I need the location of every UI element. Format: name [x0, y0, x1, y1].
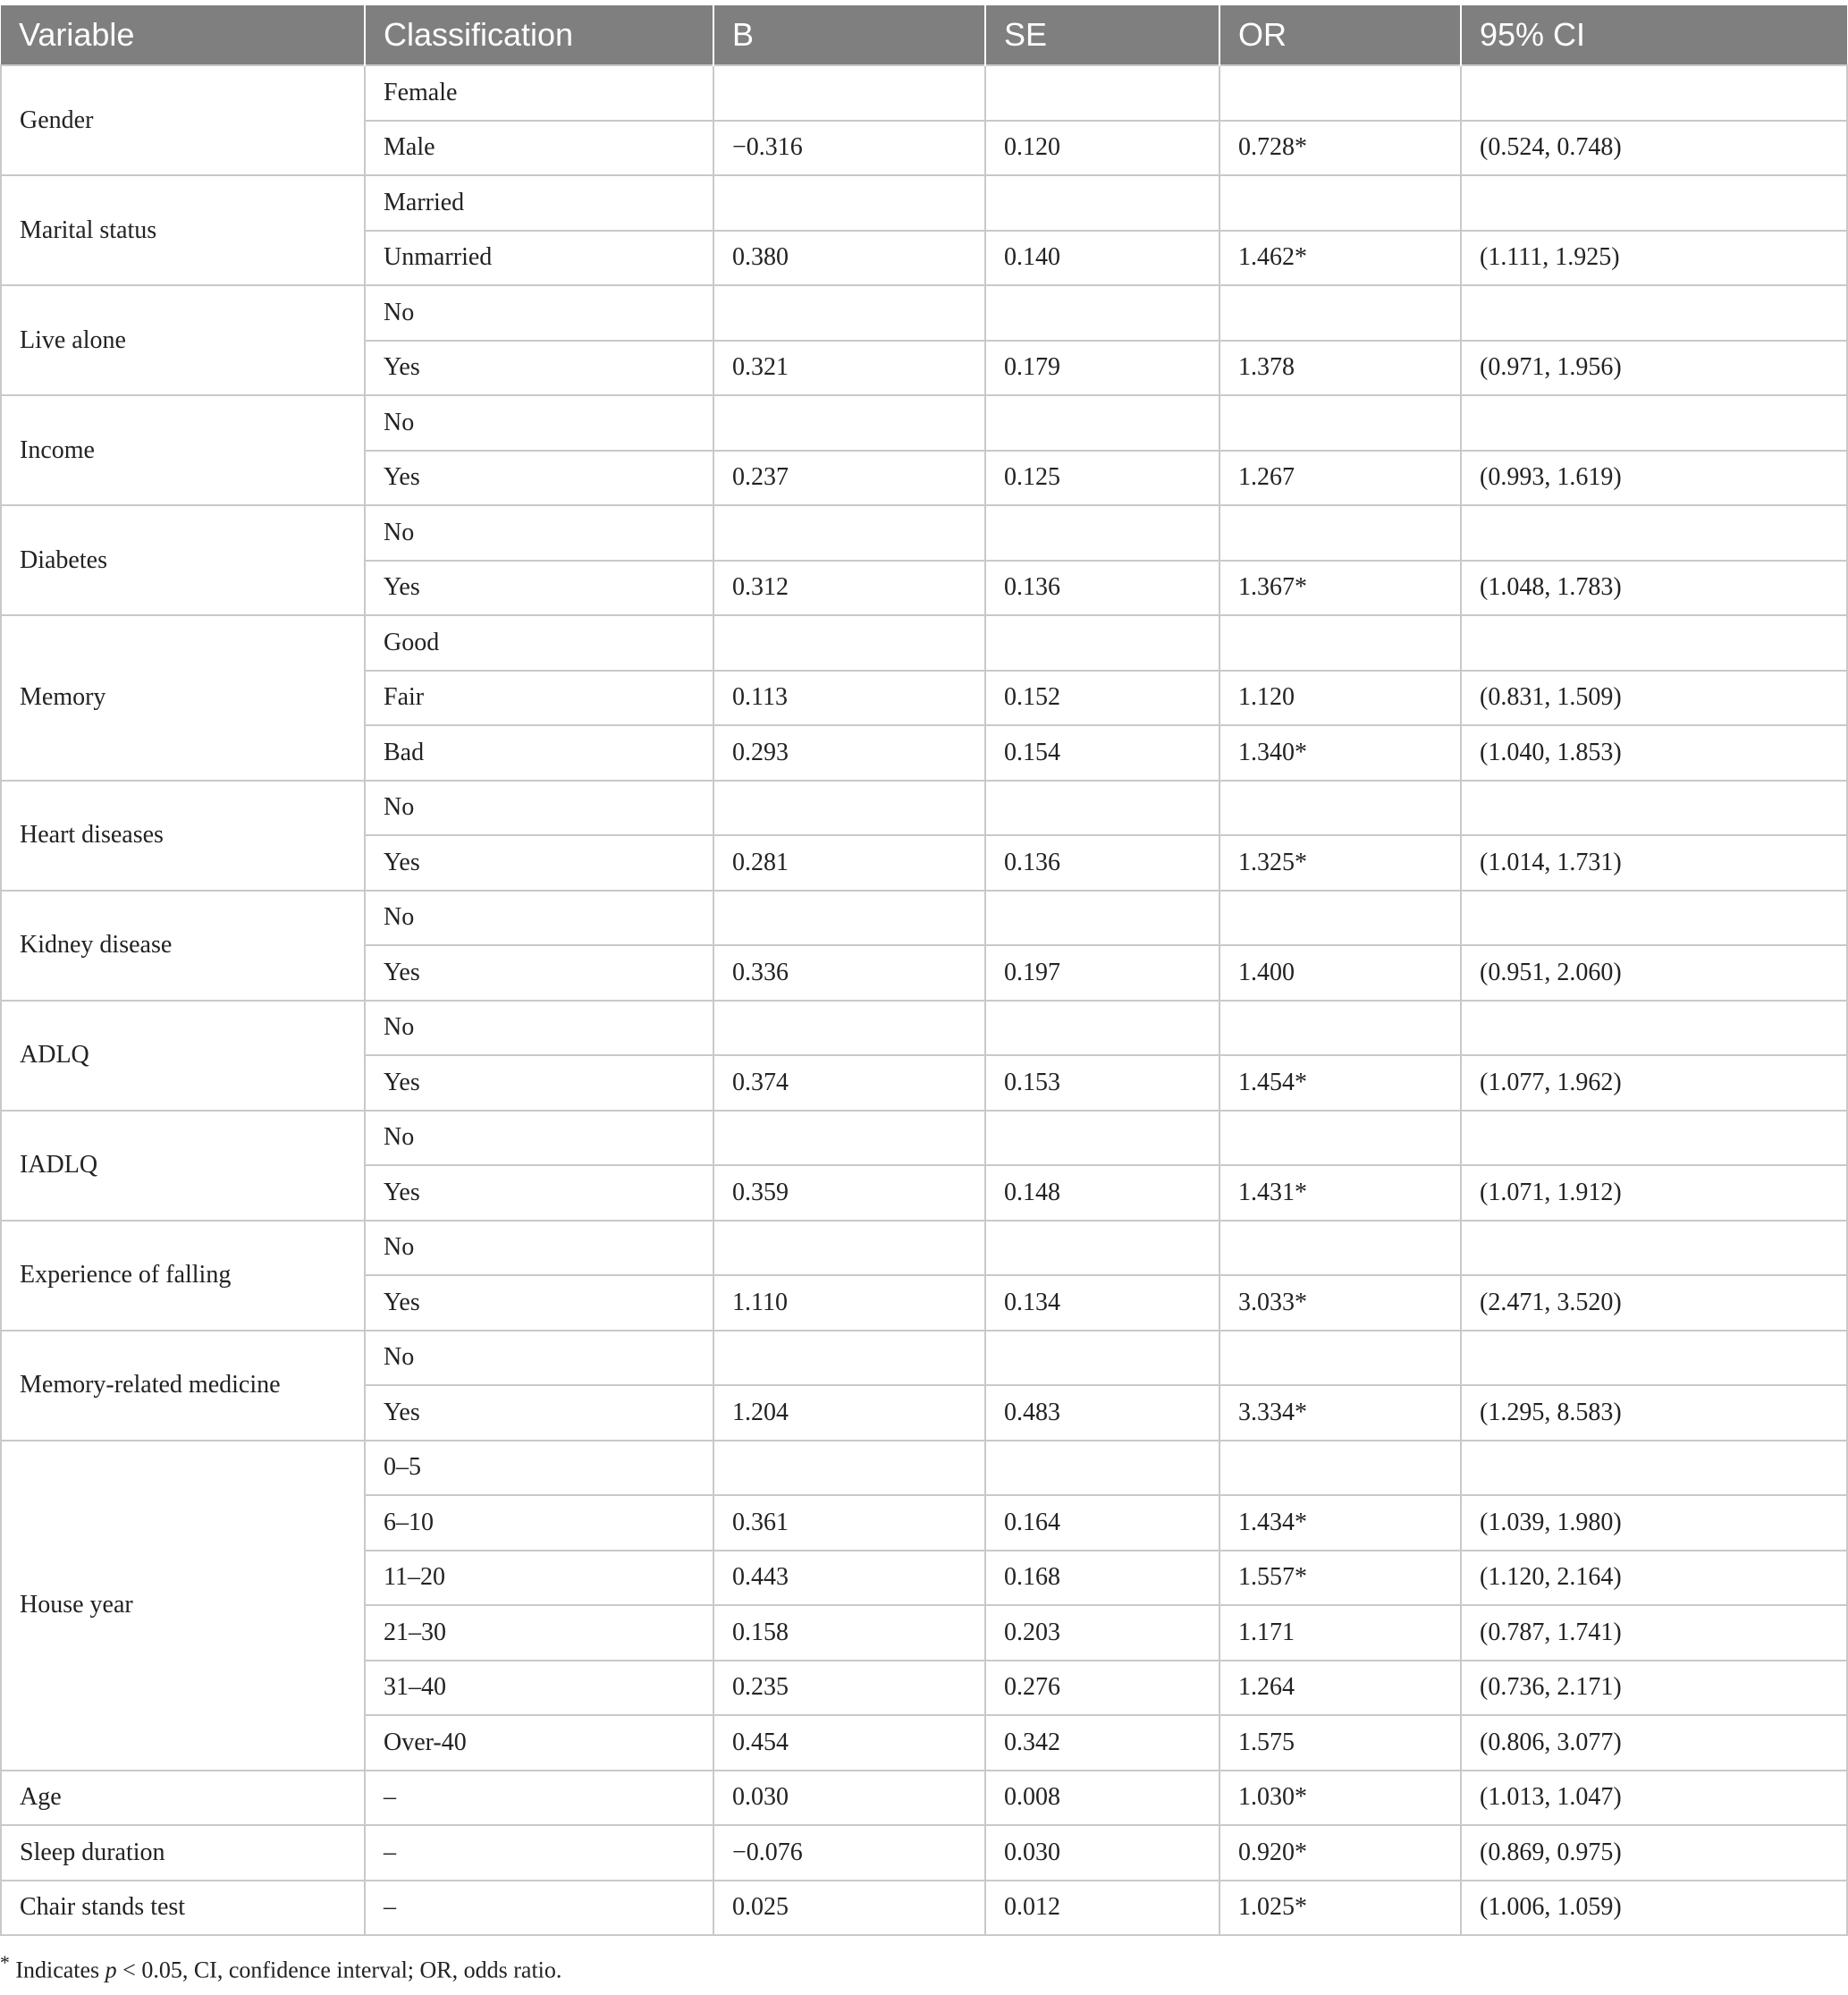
cell-b: 1.110 [713, 1275, 985, 1331]
cell-ci: (1.014, 1.731) [1461, 835, 1847, 891]
cell-or [1219, 1441, 1461, 1496]
cell-or [1219, 395, 1461, 451]
cell-se: 0.164 [985, 1495, 1219, 1551]
cell-ci [1461, 1441, 1847, 1496]
cell-ci [1461, 891, 1847, 946]
cell-b [713, 1331, 985, 1386]
table-row [1, 175, 1847, 231]
cell-b: 0.293 [713, 725, 985, 781]
cell-ci: (1.048, 1.783) [1461, 561, 1847, 616]
cell-b [713, 1111, 985, 1166]
table-row [1, 65, 1847, 121]
table-body [1, 65, 1847, 1935]
header-row [1, 5, 1847, 65]
cell-classification: No [365, 1111, 713, 1166]
cell-classification: Yes [365, 451, 713, 506]
cell-se: 0.134 [985, 1275, 1219, 1331]
footnote-text-before: Indicates [9, 1957, 105, 1983]
cell-variable: Memory-related medicine [1, 1331, 365, 1441]
cell-or [1219, 175, 1461, 231]
cell-ci [1461, 395, 1847, 451]
cell-se: 0.276 [985, 1661, 1219, 1716]
cell-b: 0.281 [713, 835, 985, 891]
table-row [1, 395, 1847, 451]
cell-ci: (0.869, 0.975) [1461, 1825, 1847, 1881]
cell-or: 0.728* [1219, 121, 1461, 176]
cell-or: 1.325* [1219, 835, 1461, 891]
cell-se: 0.136 [985, 835, 1219, 891]
cell-se: 0.203 [985, 1605, 1219, 1661]
table-header [1, 5, 1847, 65]
cell-se: 0.197 [985, 945, 1219, 1001]
table-row [1, 1331, 1847, 1386]
table-row [1, 1825, 1847, 1881]
cell-se: 0.342 [985, 1715, 1219, 1771]
cell-ci [1461, 1111, 1847, 1166]
cell-ci: (1.295, 8.583) [1461, 1385, 1847, 1441]
cell-or: 1.431* [1219, 1165, 1461, 1221]
cell-variable: Memory [1, 615, 365, 781]
cell-or [1219, 1221, 1461, 1276]
table-row [1, 781, 1847, 836]
cell-ci: (0.806, 3.077) [1461, 1715, 1847, 1771]
cell-b: 1.204 [713, 1385, 985, 1441]
cell-b [713, 505, 985, 561]
cell-ci: (0.971, 1.956) [1461, 341, 1847, 396]
cell-classification: Yes [365, 1385, 713, 1441]
cell-ci: (1.077, 1.962) [1461, 1055, 1847, 1111]
cell-variable: Live alone [1, 285, 365, 395]
cell-se [985, 175, 1219, 231]
cell-se [985, 1001, 1219, 1056]
cell-ci [1461, 1221, 1847, 1276]
cell-classification: No [365, 1331, 713, 1386]
cell-b: −0.076 [713, 1825, 985, 1881]
cell-variable: Diabetes [1, 505, 365, 615]
cell-se: 0.168 [985, 1551, 1219, 1606]
cell-se [985, 615, 1219, 671]
cell-classification: 21–30 [365, 1605, 713, 1661]
cell-or [1219, 615, 1461, 671]
cell-ci: (1.111, 1.925) [1461, 231, 1847, 286]
cell-ci: (0.831, 1.509) [1461, 671, 1847, 726]
cell-or: 1.434* [1219, 1495, 1461, 1551]
cell-classification: No [365, 891, 713, 946]
cell-b: 0.030 [713, 1771, 985, 1826]
cell-b [713, 65, 985, 121]
cell-b [713, 781, 985, 836]
cell-b [713, 1221, 985, 1276]
table-row [1, 615, 1847, 671]
regression-table [0, 5, 1848, 1936]
cell-ci: (0.524, 0.748) [1461, 121, 1847, 176]
cell-se: 0.125 [985, 451, 1219, 506]
cell-classification: 6–10 [365, 1495, 713, 1551]
cell-b [713, 891, 985, 946]
regression-table-container [0, 5, 1846, 1936]
cell-or [1219, 891, 1461, 946]
cell-or: 1.025* [1219, 1881, 1461, 1936]
cell-se: 0.153 [985, 1055, 1219, 1111]
header-b: B [713, 5, 985, 65]
cell-se [985, 781, 1219, 836]
cell-se: 0.008 [985, 1771, 1219, 1826]
cell-ci: (1.120, 2.164) [1461, 1551, 1847, 1606]
cell-se [985, 891, 1219, 946]
cell-classification: 0–5 [365, 1441, 713, 1496]
cell-classification: – [365, 1825, 713, 1881]
table-row [1, 505, 1847, 561]
cell-or [1219, 505, 1461, 561]
cell-classification: Unmarried [365, 231, 713, 286]
cell-classification: No [365, 1001, 713, 1056]
cell-b [713, 175, 985, 231]
cell-or: 1.400 [1219, 945, 1461, 1001]
cell-variable: Kidney disease [1, 891, 365, 1001]
cell-or [1219, 1001, 1461, 1056]
footnote-p-symbol: p [105, 1957, 117, 1983]
cell-classification: Fair [365, 671, 713, 726]
cell-classification: No [365, 781, 713, 836]
cell-or [1219, 285, 1461, 341]
cell-classification: 11–20 [365, 1551, 713, 1606]
cell-se [985, 65, 1219, 121]
table-row [1, 891, 1847, 946]
cell-ci [1461, 505, 1847, 561]
cell-b: 0.237 [713, 451, 985, 506]
cell-variable: ADLQ [1, 1001, 365, 1111]
cell-or: 1.120 [1219, 671, 1461, 726]
cell-or [1219, 1331, 1461, 1386]
cell-ci [1461, 781, 1847, 836]
cell-se: 0.152 [985, 671, 1219, 726]
cell-ci: (0.993, 1.619) [1461, 451, 1847, 506]
cell-variable: Sleep duration [1, 1825, 365, 1881]
table-row [1, 1771, 1847, 1826]
cell-ci: (1.006, 1.059) [1461, 1881, 1847, 1936]
table-row [1, 1111, 1847, 1166]
header-or: OR [1219, 5, 1461, 65]
table-footnote [0, 1952, 561, 1984]
header-variable: Variable [1, 5, 365, 65]
cell-se [985, 1441, 1219, 1496]
cell-classification: No [365, 505, 713, 561]
cell-or: 1.378 [1219, 341, 1461, 396]
cell-classification: – [365, 1881, 713, 1936]
cell-classification: No [365, 285, 713, 341]
cell-or [1219, 781, 1461, 836]
cell-b: 0.380 [713, 231, 985, 286]
cell-classification: Yes [365, 1165, 713, 1221]
cell-classification: Yes [365, 945, 713, 1001]
cell-or: 1.557* [1219, 1551, 1461, 1606]
cell-b: 0.443 [713, 1551, 985, 1606]
cell-se: 0.120 [985, 121, 1219, 176]
cell-classification: No [365, 395, 713, 451]
cell-b [713, 615, 985, 671]
cell-se: 0.179 [985, 341, 1219, 396]
cell-se: 0.148 [985, 1165, 1219, 1221]
cell-b [713, 1001, 985, 1056]
cell-or: 1.264 [1219, 1661, 1461, 1716]
table-row [1, 1881, 1847, 1936]
cell-se [985, 1331, 1219, 1386]
cell-or: 1.367* [1219, 561, 1461, 616]
cell-classification: Female [365, 65, 713, 121]
cell-b: 0.374 [713, 1055, 985, 1111]
cell-or [1219, 65, 1461, 121]
footnote-text-after: < 0.05, CI, confidence interval; OR, odds ratio. [116, 1957, 562, 1983]
cell-ci [1461, 1331, 1847, 1386]
cell-ci [1461, 615, 1847, 671]
cell-b: 0.312 [713, 561, 985, 616]
cell-classification: Married [365, 175, 713, 231]
cell-b [713, 1441, 985, 1496]
cell-se: 0.030 [985, 1825, 1219, 1881]
cell-classification: Yes [365, 835, 713, 891]
cell-classification: Yes [365, 341, 713, 396]
cell-se: 0.483 [985, 1385, 1219, 1441]
cell-or: 3.033* [1219, 1275, 1461, 1331]
table-row [1, 1441, 1847, 1496]
cell-b: 0.113 [713, 671, 985, 726]
cell-ci [1461, 1001, 1847, 1056]
header-classification: Classification [365, 5, 713, 65]
cell-b: 0.235 [713, 1661, 985, 1716]
cell-b: 0.158 [713, 1605, 985, 1661]
cell-ci [1461, 285, 1847, 341]
cell-or: 1.454* [1219, 1055, 1461, 1111]
cell-b: 0.025 [713, 1881, 985, 1936]
cell-variable: IADLQ [1, 1111, 365, 1221]
cell-ci: (1.039, 1.980) [1461, 1495, 1847, 1551]
cell-b: 0.359 [713, 1165, 985, 1221]
table-row [1, 1001, 1847, 1056]
cell-ci: (0.787, 1.741) [1461, 1605, 1847, 1661]
cell-variable: Income [1, 395, 365, 505]
cell-variable: Gender [1, 65, 365, 175]
cell-classification: Good [365, 615, 713, 671]
cell-variable: Marital status [1, 175, 365, 285]
cell-classification: – [365, 1771, 713, 1826]
cell-or: 1.267 [1219, 451, 1461, 506]
cell-b: 0.321 [713, 341, 985, 396]
cell-ci [1461, 65, 1847, 121]
cell-b: −0.316 [713, 121, 985, 176]
cell-variable: Chair stands test [1, 1881, 365, 1936]
cell-variable: Experience of falling [1, 1221, 365, 1331]
cell-or: 1.340* [1219, 725, 1461, 781]
cell-ci: (0.736, 2.171) [1461, 1661, 1847, 1716]
cell-ci: (0.951, 2.060) [1461, 945, 1847, 1001]
table-row [1, 285, 1847, 341]
cell-se: 0.140 [985, 231, 1219, 286]
cell-se: 0.012 [985, 1881, 1219, 1936]
header-ci: 95% CI [1461, 5, 1847, 65]
cell-classification: Yes [365, 1275, 713, 1331]
cell-or: 3.334* [1219, 1385, 1461, 1441]
table-row [1, 1221, 1847, 1276]
cell-b: 0.361 [713, 1495, 985, 1551]
cell-classification: Male [365, 121, 713, 176]
cell-b [713, 395, 985, 451]
header-se: SE [985, 5, 1219, 65]
cell-or: 1.030* [1219, 1771, 1461, 1826]
cell-or: 1.171 [1219, 1605, 1461, 1661]
cell-b [713, 285, 985, 341]
cell-se [985, 395, 1219, 451]
cell-classification: Over-40 [365, 1715, 713, 1771]
cell-classification: No [365, 1221, 713, 1276]
cell-b: 0.454 [713, 1715, 985, 1771]
cell-classification: Yes [365, 1055, 713, 1111]
cell-se [985, 1221, 1219, 1276]
cell-se: 0.154 [985, 725, 1219, 781]
cell-b: 0.336 [713, 945, 985, 1001]
cell-ci [1461, 175, 1847, 231]
cell-classification: Bad [365, 725, 713, 781]
cell-ci: (1.071, 1.912) [1461, 1165, 1847, 1221]
cell-ci: (1.040, 1.853) [1461, 725, 1847, 781]
footnote-star: * [0, 1952, 10, 1974]
cell-variable: Heart diseases [1, 781, 365, 891]
cell-variable: House year [1, 1441, 365, 1771]
cell-classification: Yes [365, 561, 713, 616]
cell-se [985, 285, 1219, 341]
cell-or: 1.575 [1219, 1715, 1461, 1771]
cell-ci: (2.471, 3.520) [1461, 1275, 1847, 1331]
cell-se [985, 505, 1219, 561]
cell-se [985, 1111, 1219, 1166]
cell-ci: (1.013, 1.047) [1461, 1771, 1847, 1826]
cell-variable: Age [1, 1771, 365, 1826]
cell-classification: 31–40 [365, 1661, 713, 1716]
cell-or: 0.920* [1219, 1825, 1461, 1881]
cell-or: 1.462* [1219, 231, 1461, 286]
cell-se: 0.136 [985, 561, 1219, 616]
cell-or [1219, 1111, 1461, 1166]
